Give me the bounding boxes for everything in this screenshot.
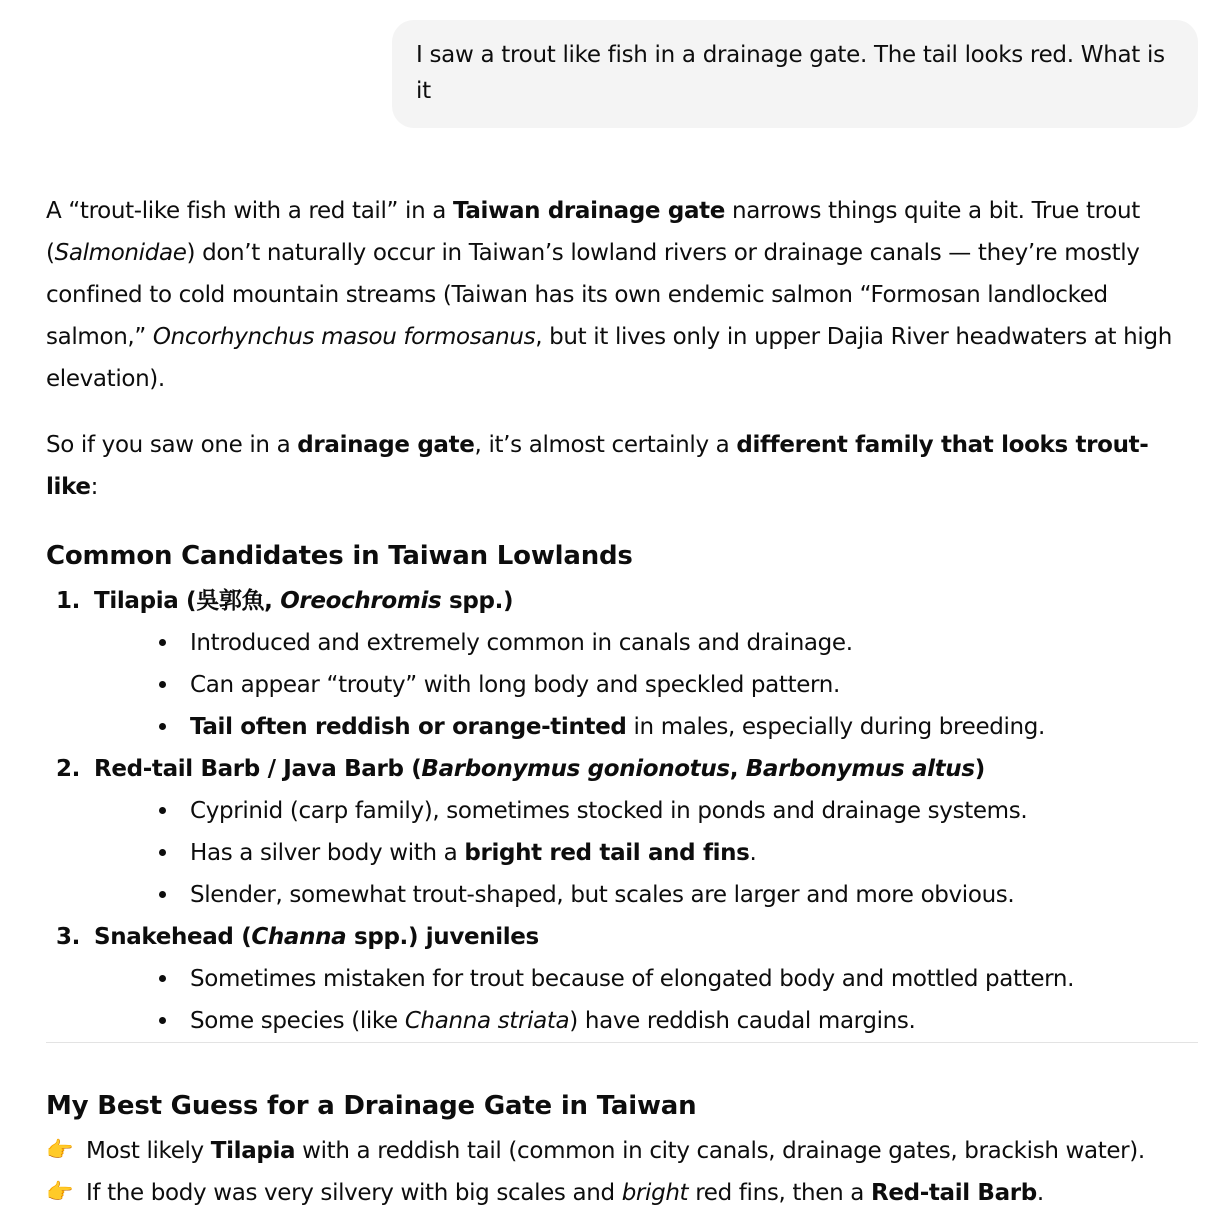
intro-paragraph [46, 190, 1198, 400]
bullet-icon [159, 975, 166, 982]
list-number: 3. [56, 924, 81, 950]
bold-text: drainage gate [297, 432, 475, 458]
bullet-list [94, 790, 1198, 916]
bullet-icon [159, 807, 166, 814]
section-heading-candidates: Common Candidates in Taiwan Lowlands [46, 541, 633, 571]
text: ) don’t naturally occur in Taiwan’s lowland rivers or drainage canals — they’re mostly confined to cold mountain streams (Taiwan has its own endemic salmon “Formosan landlocked salmon,” [46, 240, 1140, 350]
italic-text: Channa [251, 924, 347, 950]
text: Slender, somewhat trout-shaped, but scales are larger and more obvious. [190, 882, 1015, 908]
italic-text: bright [621, 1180, 689, 1206]
text: Can appear “trouty” with long body and speckled pattern. [190, 672, 840, 698]
summary-paragraph [46, 424, 1198, 508]
bold-text: bright red tail and fins [464, 840, 750, 866]
bullet-icon [159, 639, 166, 646]
text: Red-tail Barb / Java Barb ( [94, 756, 422, 782]
text: with a reddish tail (common in city canals, drainage gates, brackish water). [295, 1138, 1145, 1164]
section-heading-best-guess: My Best Guess for a Drainage Gate in Taiwan [46, 1091, 697, 1121]
bullet-item [142, 706, 1198, 748]
text: Sometimes mistaken for trout because of elongated body and mottled pattern. [190, 966, 1075, 992]
text: spp.) [441, 588, 514, 614]
bullet-icon [159, 1017, 166, 1024]
candidate-item [46, 748, 1198, 916]
text: Snakehead ( [94, 924, 252, 950]
text: Most likely [86, 1138, 211, 1164]
text: If the body was very silvery with big scales and [86, 1180, 622, 1206]
list-number: 2. [56, 756, 81, 782]
guess-line [46, 1172, 1206, 1214]
candidate-title [94, 748, 1198, 790]
text: , but it lives only in upper Dajia River headwaters at high elevation). [46, 324, 1172, 392]
text: . [1036, 1180, 1044, 1206]
text: ) have reddish caudal margins. [569, 1008, 916, 1034]
text: in males, especially during breeding. [626, 714, 1045, 740]
bullet-item [142, 664, 1198, 706]
text: Cyprinid (carp family), sometimes stocked in ponds and drainage systems. [190, 798, 1028, 824]
italic-text: Oncorhynchus masou formosanus [152, 324, 536, 350]
text: ) [974, 756, 985, 782]
pointing-hand-icon: 👉 [46, 1138, 74, 1163]
guess-line [46, 1130, 1206, 1172]
italic-text: Barbonymus gonionotus [421, 756, 730, 782]
italic-text: Salmonidae [54, 240, 187, 266]
candidate-item [46, 580, 1198, 748]
candidate-item [46, 916, 1198, 1042]
candidate-title [94, 580, 1198, 622]
bullet-item [142, 832, 1198, 874]
list-number: 1. [56, 588, 81, 614]
text: , [729, 756, 746, 782]
bullet-item [142, 958, 1198, 1000]
italic-text: Channa striata [404, 1008, 570, 1034]
text: red fins, then a [688, 1180, 871, 1206]
text: , it’s almost certainly a [474, 432, 737, 458]
candidate-list [46, 580, 1198, 1042]
bold-text: Tilapia [210, 1138, 296, 1164]
bold-text: Red-tail Barb [870, 1180, 1037, 1206]
bullet-icon [159, 681, 166, 688]
bold-text: different family that looks trout-like [46, 432, 1149, 500]
bullet-icon [159, 723, 166, 730]
text: Has a silver body with a [190, 840, 465, 866]
pointing-hand-icon: 👉 [46, 1180, 74, 1205]
assistant-response [46, 190, 1198, 1042]
user-message-text: I saw a trout like fish in a drainage gate. The tail looks red. What is it [416, 42, 1165, 104]
text: . [749, 840, 757, 866]
text: narrows things quite a bit. True trout ( [46, 198, 1140, 266]
user-message-bubble [392, 20, 1198, 128]
bullet-item [142, 622, 1198, 664]
text: So if you saw one in a [46, 432, 298, 458]
text: Introduced and extremely common in canals and drainage. [190, 630, 853, 656]
italic-text: Oreochromis [280, 588, 442, 614]
best-guess-section [46, 1082, 1206, 1214]
italic-text: Barbonymus altus [745, 756, 975, 782]
bullet-icon [159, 891, 166, 898]
bold-text: Tail often reddish or orange-tinted [190, 714, 627, 740]
text: : [90, 474, 99, 500]
bullet-list [94, 958, 1198, 1042]
bullet-item [142, 1000, 1198, 1042]
bullet-list [94, 622, 1198, 748]
candidate-title [94, 916, 1198, 958]
text: A “trout-like fish with a red tail” in a [46, 198, 453, 224]
bullet-item [142, 790, 1198, 832]
section-divider [46, 1042, 1198, 1043]
text: Tilapia (吳郭魚, [94, 588, 281, 614]
bullet-item [142, 874, 1198, 916]
bold-text: Taiwan drainage gate [452, 198, 726, 224]
text: Some species (like [190, 1008, 405, 1034]
text: spp.) juveniles [346, 924, 539, 950]
bullet-icon [159, 849, 166, 856]
